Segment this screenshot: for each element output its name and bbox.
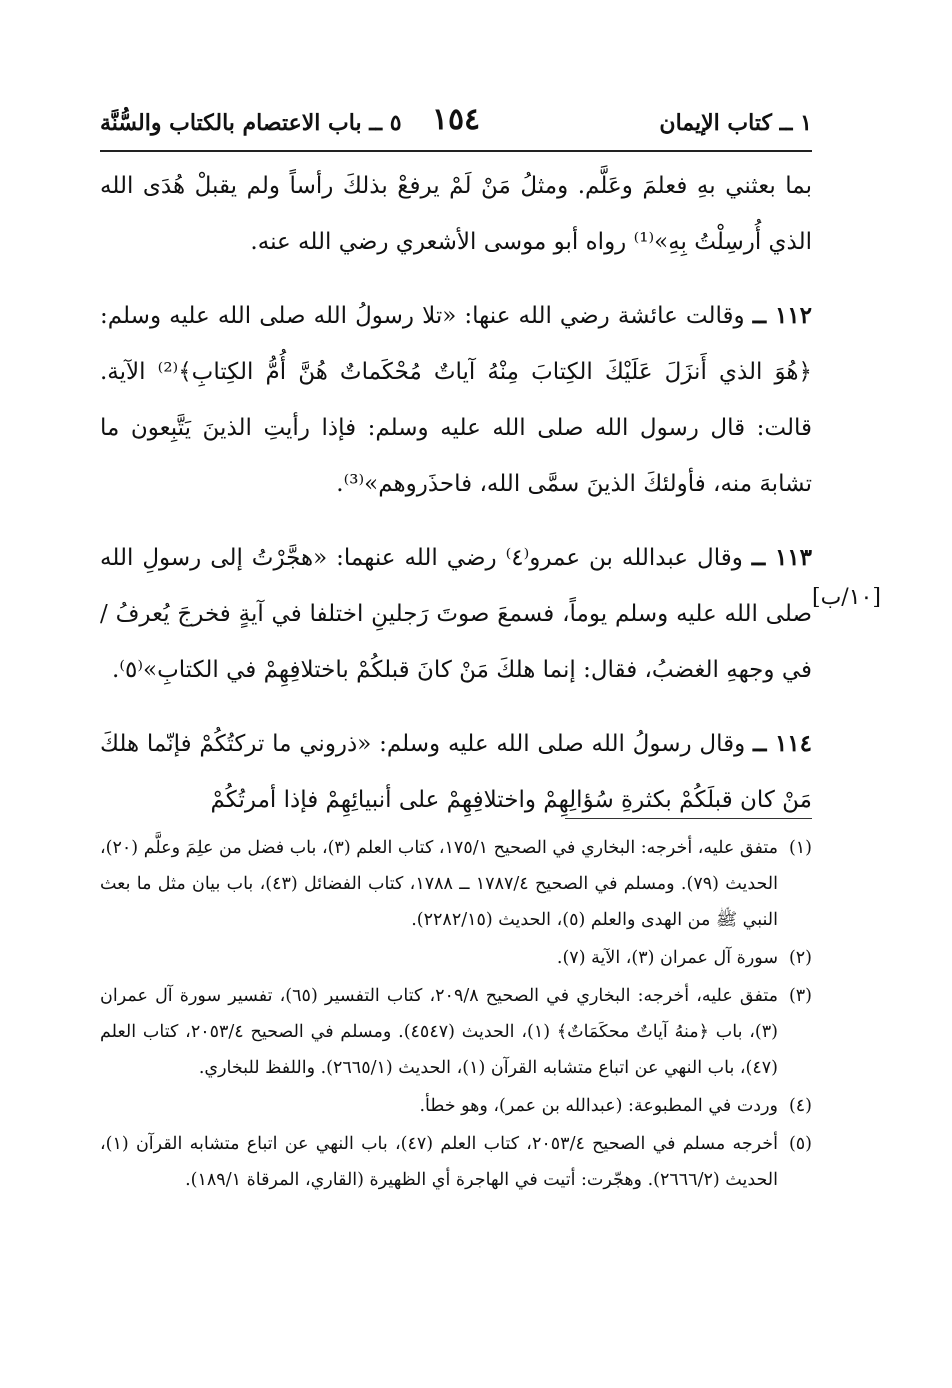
hadith-text: وقالت عائشة رضي الله عنها: «تلا رسولُ الله صلى الله عليه وسلم: ﴿هُوَ الذي أَنزَلَ عَلَيْكَ الكِتابَ مِنْهُ آياتٌ مُحْكَماتٌ هُنَّ أُمُّ الكِتابِ﴾⁽²⁾ الآية. قالت: قال رسول الله صلى الله عليه وسلم: فإذا رأيتِ الذينَ يَتَّبِعون ما تشابهَ منه، فأولئكَ الذينَ سمَّى الله، فاحذَروهم»⁽³⁾. — [100, 303, 813, 497]
footnote-5 — [100, 1126, 812, 1198]
header-book-title: ١ ــ كتاب الإيمان — [659, 110, 812, 136]
page-number: ١٥٤ — [431, 102, 481, 137]
footnote-number: (٣) — [788, 986, 812, 1006]
footnote-number: (٥) — [788, 1134, 812, 1154]
footnote-separator — [565, 818, 812, 819]
footnote-number: (١) — [788, 838, 812, 858]
paragraph-111-end: بما بعثني بهِ فعلمَ وعَلَّم. ومثلُ مَنْ لَمْ يرفعْ بذلكَ رأساً ولم يقبلْ هُدَى الله الذي أُرسِلْتُ بِهِ»⁽¹⁾ رواه أبو موسى الأشعري رضي الله عنه. — [100, 173, 812, 255]
hadith-text: وقال رسولُ الله صلى الله عليه وسلم: «ذروني ما تركتُكُمْ فإنّما هلكَ مَنْ كان قبلَكُمْ بكثرةِ سُؤالِهِمْ واختلافِهِمْ على أنبيائِهِمْ فإذا أمرتُكُمْ — [100, 731, 812, 813]
hadith-113 — [100, 530, 812, 698]
footnotes — [100, 830, 812, 1200]
footnote-number: (٢) — [788, 948, 812, 968]
header-rule — [100, 150, 812, 152]
footnote-text: سورة آل عمران (٣)، الآية (٧). — [556, 948, 778, 968]
footnote-text: متفق عليه، أخرجه: البخاري في الصحيح ١٧٥/١، كتاب العلم (٣)، باب فضل من علِمَ وعلَّم (٢٠)، الحديث (٧٩). ومسلم في الصحيح ١٧٨٧/٤ ــ ١٧٨٨، كتاب الفضائل (٤٣)، باب بيان مثل ما بعث النبي ﷺ من الهدى والعلم (٥)، الحديث (٢٢٨٢/١٥). — [100, 838, 778, 930]
running-header — [100, 104, 812, 144]
footnote-1 — [100, 830, 812, 938]
hadith-text: وقال عبدالله بن عمرو⁽٤⁾ رضي الله عنهما: «هجَّرْتُ إلى رسولِ الله صلى الله عليه وسلم يوماً، فسمعَ صوتَ رَجلينِ اختلفا في آيةٍ فخرجَ يُعرفُ / في وجههِ الغضبُ، فقال: إنما هلكَ مَنْ كانَ قبلكُمْ باختلافِهِمْ في الكتابِ»⁽٥⁾. — [100, 545, 812, 683]
main-text — [100, 158, 812, 846]
footnote-4 — [100, 1088, 812, 1124]
footnote-text: أخرجه مسلم في الصحيح ٢٠٥٣/٤، كتاب العلم (٤٧)، باب النهي عن اتباع متشابه القرآن (١)، الحديث (٢٦٦٦/٢). وهجّرت: أتيت في الهاجرة أي الظهيرة (القاري، المرقاة ١٨٩/١). — [100, 1134, 778, 1190]
footnote-text: وردت في المطبوعة: (عبدالله بن عمر)، وهو خطأ. — [419, 1096, 778, 1116]
footnote-2 — [100, 940, 812, 976]
hadith-number: ١١٤ ــ — [752, 730, 812, 757]
hadith-112 — [100, 288, 812, 512]
hadith-number: ١١٢ ــ — [752, 302, 813, 329]
hadith-114 — [100, 716, 812, 828]
footnote-number: (٤) — [788, 1096, 812, 1116]
footnote-3 — [100, 978, 812, 1086]
header-chapter-title: ٥ ــ باب الاعتصام بالكتاب والسُّنَّة — [100, 110, 402, 136]
hadith-number: ١١٣ ــ — [751, 544, 813, 571]
manuscript-folio-marker: [١٠/ب] — [812, 585, 881, 610]
footnote-text: متفق عليه، أخرجه: البخاري في الصحيح ٢٠٩/٨، كتاب التفسير (٦٥)، تفسير سورة آل عمران (٣)، باب ﴿منهُ آياتٌ محكَمَاتٌ﴾ (١)، الحديث (٤٥٤٧). ومسلم في الصحيح ٢٠٥٣/٤، كتاب العلم (٤٧)، باب النهي عن اتباع متشابه القرآن (١)، الحديث (٢٦٦٥/١). واللفظ للبخاري. — [100, 986, 778, 1078]
